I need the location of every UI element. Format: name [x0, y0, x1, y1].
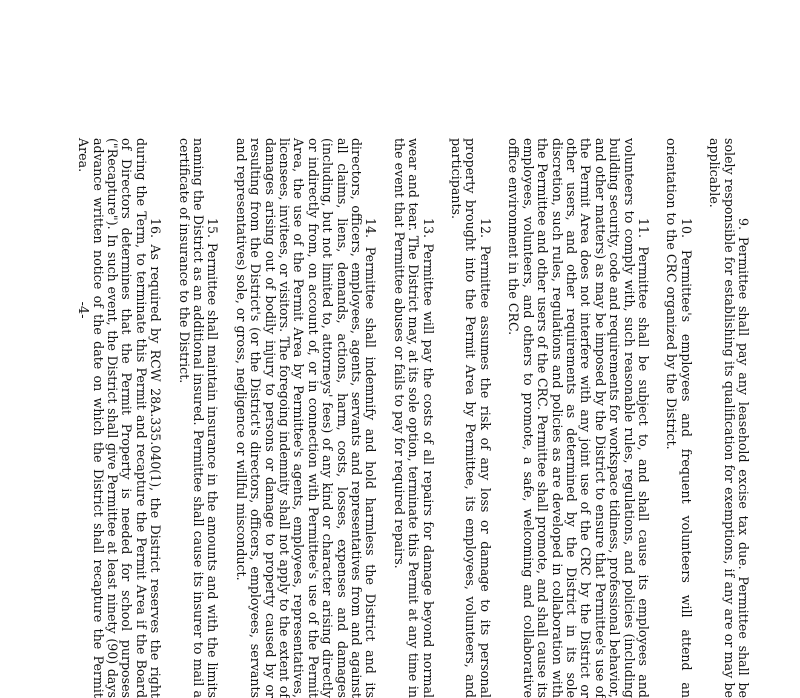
paragraph-number: 12.: [477, 218, 493, 239]
paragraph-text: Permittee shall pay any leasehold excise tax due. Permittee shall be solely responsible for establishing its qualification for exemptions, if any are or may be applicable.: [707, 138, 751, 698]
page-number: -4-: [75, 301, 90, 319]
paragraph-9: [707, 138, 750, 698]
paragraph-number: 11.: [635, 218, 651, 239]
paragraph-15: [176, 138, 219, 698]
paragraph-text: Permittee shall maintain insurance in the amounts and with the limits naming the District as an additional insured. Permittee shall cause its insurer to mail a certificate of insurance to the District.: [176, 138, 221, 698]
paragraph-number: 13.: [420, 218, 436, 239]
paragraph-text: As required by RCW 28A.335.040(1), the District reserves the right during the Term, to terminate this Permit and recapture the Permit Area if the Board of Directors determines that the Permit Property is needed for school purposes ("Recapture"). In such event, the District shall give Permittee at least ninety (90) days advance written notice of the date on which the District shall recapture the Permit Area.: [76, 138, 164, 698]
paragraph-14: [233, 138, 377, 698]
rotated-page-content: [60, 0, 760, 698]
paragraph-number: 14.: [363, 218, 379, 239]
paragraph-11: [506, 138, 650, 698]
body-text: [62, 138, 750, 698]
paragraph-12: [449, 138, 492, 698]
paragraph-text: Permittee will pay the costs of all repairs for damage beyond normal wear and tear. The District may, at its sole option, terminate this Permit at any time in the event that Permittee abuses or fails to pay for required repairs.: [391, 138, 436, 698]
paragraph-10: [664, 138, 693, 698]
paragraph-number: 16.: [148, 218, 164, 239]
document-page: [40, 0, 760, 698]
paragraph-number: 10.: [678, 218, 694, 239]
paragraph-text: Permittee assumes the risk of any loss or damage to its personal property brought into the Permit Area by Permittee, its employees, volunteers, and participants.: [449, 138, 493, 698]
paragraph-number: 9.: [736, 218, 751, 231]
paragraph-text: Permittee shall be subject to, and shall cause its employees and volunteers to comply with, such reasonable rules, regulations, and policies (including building security, code and requirements for workspace tidiness, professional behavior, and other matters) as may be imposed by the District to ensure that Permittee's use of the Permit Area does not interfere with any joint use of the CRC by the District or other users, and other requirements as determined by the District in its sole discretion, such rules, regulations and policies as are developed in collaboration with the Permittee and other users of the CRC. Permittee shall promote, and shall cause its employees, volunteers, and others to promote, a safe, welcoming and collaborative office environment in the CRC.: [506, 138, 651, 698]
paragraph-text: Permittee's employees and frequent volunteers will attend an orientation to the CRC organized by the District.: [664, 138, 694, 698]
paragraph-number: 15.: [205, 218, 221, 239]
paragraph-text: Permittee shall indemnify and hold harmless the District and its directors, officers, employees, agents, servants and representatives from and against all claims, liens, demands, actions, harm, costs, losses, expenses and damages (including, but not limited to, attorneys' fees) of any kind or character arising directly or indirectly from, on account of, or in connection with Permittee's use of the Permit Area, the use of the Permit Area by Permittee's agents, employees, representatives, licensees, invitees, or visitors. The foregoing indemnity shall not apply to the extent of damages arising out of bodily injury to persons or damage to property caused by or resulting from the District's (or the District's directors, officers, employees, servants and representatives) sole, or gross, negligence or willful misconduct.: [233, 138, 379, 698]
paragraph-13: [391, 138, 434, 698]
